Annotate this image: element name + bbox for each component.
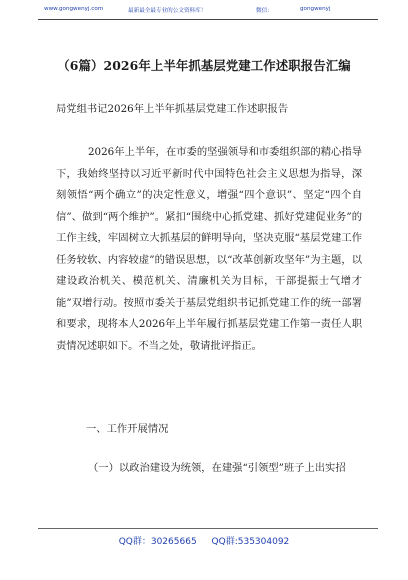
- document-subtitle: 局党组书记2026年上半年抓基层党建工作述职报告: [56, 103, 289, 115]
- header-wechat-id: gongwenyj: [300, 6, 331, 12]
- footer-qq-group-2: QQ群:535304092: [211, 537, 290, 547]
- page-footer: [0, 534, 408, 547]
- header-site-url[interactable]: www.gongwenyj.com: [44, 6, 104, 12]
- body-paragraph-1: 2026年上半年，在市委的坚强领导和市委组织部的精心指导下，我始终坚持以习近平新时代中国特色社会主义思想为指导，深刻领悟“两个确立”的决定性意义，增强“四个意识”、坚定“四个自信”、做到“两个维护”。紧扣“围绕中心抓党建、抓好党建促业务”的工作主线，牢固树立大抓基层的鲜明导向，坚决克服“基层党建工作任务较软、内容较虚”的错误思想，以“改革创新攻坚年”为主题，以建设政治机关、模范机关、清廉机关为目标，干部提振士气增才能”双增行动。按照市委关于基层党组织书记抓党建工作的统一部署和要求，现将本人2026年上半年履行抓基层党建工作第一责任人职责情况述职如下。不当之处，敬请批评指正。: [56, 146, 362, 352]
- section-heading-1: 一、工作开展情况: [86, 423, 169, 435]
- footer-divider: [38, 528, 378, 529]
- header-divider: [38, 19, 378, 20]
- document-title: （6篇）2026年上半年抓基层党建工作述职报告汇编: [57, 58, 351, 73]
- body-paragraph-2: （一）以政治建设为统领，在建强“引领型”班子上出实招: [88, 462, 346, 474]
- footer-qq-group-1: QQ群：30265665: [118, 537, 197, 547]
- header-slogan: 最新最全最专业的公文资料库！: [128, 8, 207, 14]
- header-wechat-label: 微信：: [256, 8, 273, 14]
